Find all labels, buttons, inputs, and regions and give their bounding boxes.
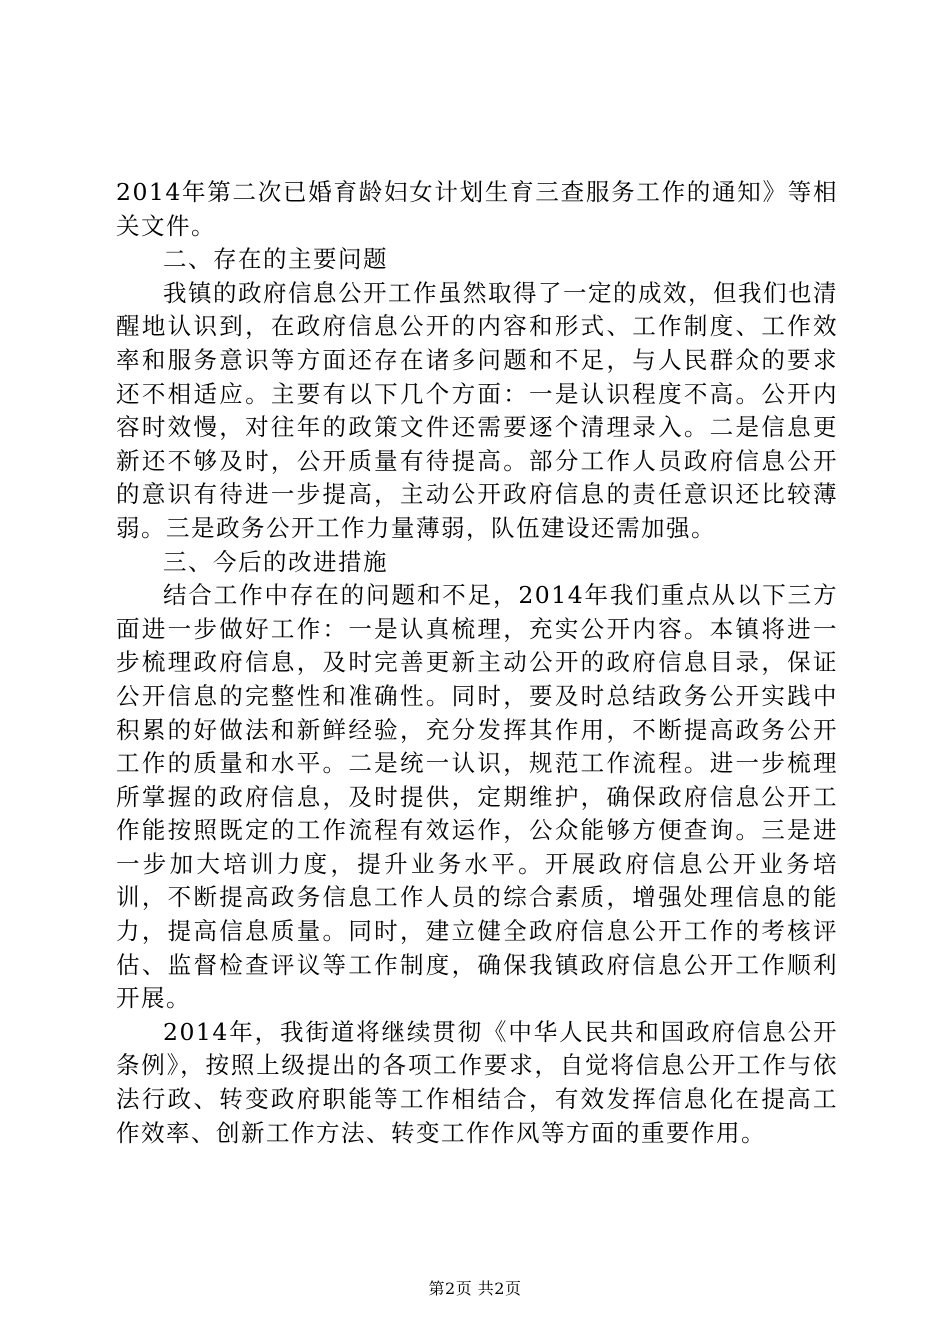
paragraph-outlook: 2014年，我街道将继续贯彻《中华人民共和国政府信息公开条例》，按照上级提出的各项工作要求，自觉将信息公开工作与依法行政、转变政府职能等工作相结合，有效发挥信息化在提高工作效率、创新工作方法、转变工作作风等方面的重要作用。 [116,1017,838,1147]
paragraph-continuation: 2014年第二次已婚育龄妇女计划生育三查服务工作的通知》等相关文件。 [116,178,838,240]
paragraph-measures: 结合工作中存在的问题和不足，2014年我们重点从以下三方面进一步做好工作：一是认真梳理，充实公开内容。本镇将进一步梳理政府信息，及时完善更新主动公开的政府信息目录，保证公开信息的完整性和准确性。同时，要及时总结政务公开实践中积累的好做法和新鲜经验，充分发挥其作用，不断提高政务公开工作的质量和水平。二是统一认识，规范工作流程。进一步梳理所掌握的政府信息，及时提供，定期维护，确保政府信息公开工作能按照既定的工作流程有效运作，公众能够方便查询。三是进一步加大培训力度，提升业务水平。开展政府信息公开业务培训，不断提高政务信息工作人员的综合素质，增强处理信息的能力，提高信息质量。同时，建立健全政府信息公开工作的考核评估、监督检查评议等工作制度，确保我镇政府信息公开工作顺利开展。 [116,581,838,1013]
paragraph-problems: 我镇的政府信息公开工作虽然取得了一定的成效，但我们也清醒地认识到，在政府信息公开的内容和形式、工作制度、工作效率和服务意识等方面还存在诸多问题和不足，与人民群众的要求还不相适应。主要有以下几个方面：一是认识程度不高。公开内容时效慢，对往年的政策文件还需要逐个清理录入。二是信息更新还不够及时，公开质量有待提高。部分工作人员政府信息公开的意识有待进一步提高，主动公开政府信息的责任意识还比较薄弱。三是政务公开工作力量薄弱，队伍建设还需加强。 [116,278,838,542]
section-heading-measures: 三、今后的改进措施 [163,547,388,576]
page-footer [0,1278,950,1300]
document-body [116,176,838,1150]
section-heading-problems: 二、存在的主要问题 [163,245,388,274]
page-number-label: 第2页 共2页 [428,1279,522,1298]
